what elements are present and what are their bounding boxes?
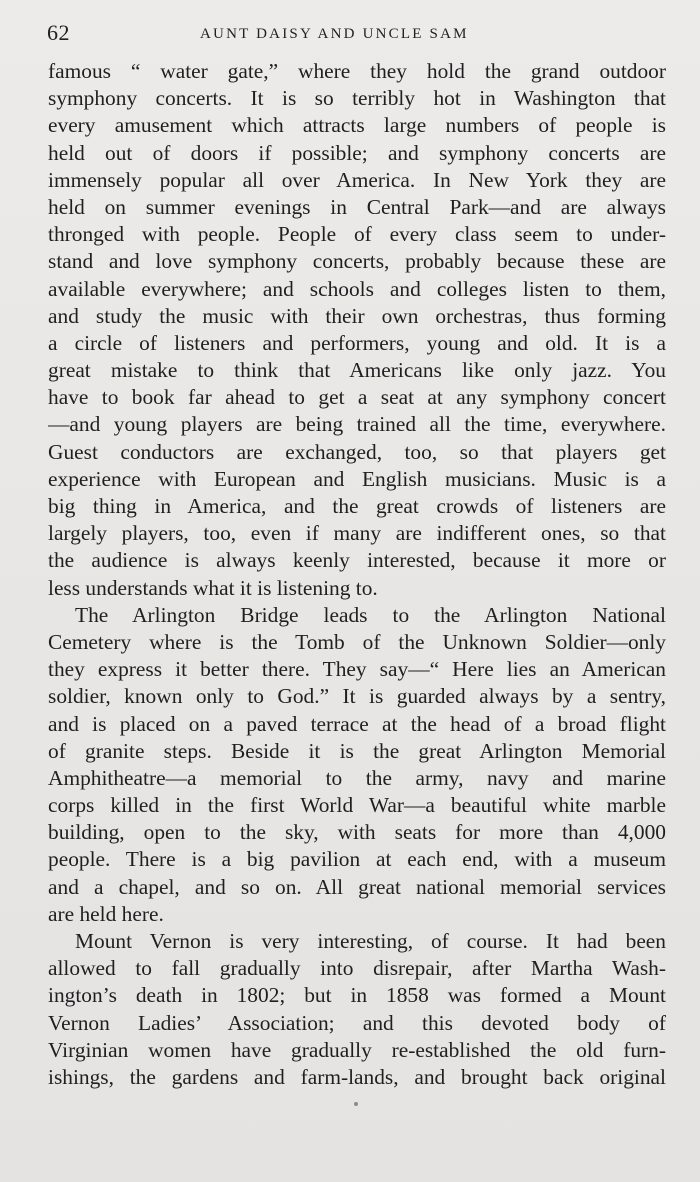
running-title: AUNT DAISY AND UNCLE SAM [200, 26, 469, 42]
body-text [48, 58, 666, 1091]
text-line: immensely popular all over America. In New York they are [48, 167, 666, 192]
text-line: Vernon Ladies’ Association; and this devoted body of [48, 1010, 666, 1035]
text-line: allowed to fall gradually into disrepair, after Martha Wash- [48, 956, 666, 981]
text-line: great mistake to think that Americans like only jazz. You [48, 358, 666, 383]
text-line: ington’s death in 1802; but in 1858 was formed a Mount [48, 983, 666, 1008]
running-header [47, 20, 670, 50]
text-line: experience with European and English musicians. Music is a [48, 466, 666, 491]
text-line: they express it better there. They say—“ Here lies an American [48, 657, 666, 682]
text-line: and a chapel, and so on. All great national memorial services [48, 874, 666, 899]
text-line: stand and love symphony concerts, probably because these are [48, 249, 666, 274]
text-line: people. There is a big pavilion at each end, with a museum [48, 847, 666, 872]
paragraph [48, 928, 666, 1091]
text-line: are held here. [48, 901, 164, 926]
text-line: symphony concerts. It is so terribly hot in Washington that [48, 86, 666, 111]
text-line: ishings, the gardens and farm-lands, and brought back original [48, 1064, 666, 1089]
text-line: famous “ water gate,” where they hold the grand outdoor [48, 59, 666, 83]
text-line: every amusement which attracts large numbers of people is [48, 113, 666, 138]
text-line: corps killed in the first World War—a beautiful white marble [48, 793, 666, 818]
text-line: —and young players are being trained all the time, everywhere. [48, 412, 666, 437]
text-line: Amphitheatre—a memorial to the army, navy and marine [48, 765, 666, 790]
text-line: less understands what it is listening to. [48, 575, 378, 600]
page-number: 62 [47, 20, 70, 45]
text-line: building, open to the sky, with seats for more than 4,000 [48, 820, 666, 845]
text-line: have to book far ahead to get a seat at any symphony concert [48, 385, 666, 410]
paragraph [48, 58, 666, 602]
text-line: The Arlington Bridge leads to the Arlington National [75, 602, 666, 627]
text-line: held on summer evenings in Central Park—and are always [48, 194, 666, 219]
text-line: thronged with people. People of every class seem to under- [48, 222, 666, 247]
text-line: largely players, too, even if many are indifferent ones, so that [48, 521, 666, 546]
paper-speck [354, 1102, 358, 1106]
text-line: big thing in America, and the great crowds of listeners are [48, 494, 666, 518]
text-line: Virginian women have gradually re-established the old furn- [48, 1037, 666, 1062]
text-line: the audience is always keenly interested, because it more or [48, 548, 666, 573]
text-line: a circle of listeners and performers, young and old. It is a [48, 330, 666, 355]
text-line: held out of doors if possible; and symphony concerts are [48, 140, 666, 165]
text-line: of granite steps. Beside it is the great Arlington Memorial [48, 738, 666, 763]
text-line: and study the music with their own orchestras, thus forming [48, 303, 666, 328]
text-line: Cemetery where is the Tomb of the Unknown Soldier—only [48, 629, 666, 654]
text-line: soldier, known only to God.” It is guarded always by a sentry, [48, 684, 666, 709]
text-line: Guest conductors are exchanged, too, so that players get [48, 439, 666, 464]
paragraph [48, 602, 666, 928]
text-line: and is placed on a paved terrace at the head of a broad flight [48, 711, 666, 736]
text-line: Mount Vernon is very interesting, of course. It had been [75, 929, 666, 953]
text-line: available everywhere; and schools and colleges listen to them, [48, 276, 666, 301]
